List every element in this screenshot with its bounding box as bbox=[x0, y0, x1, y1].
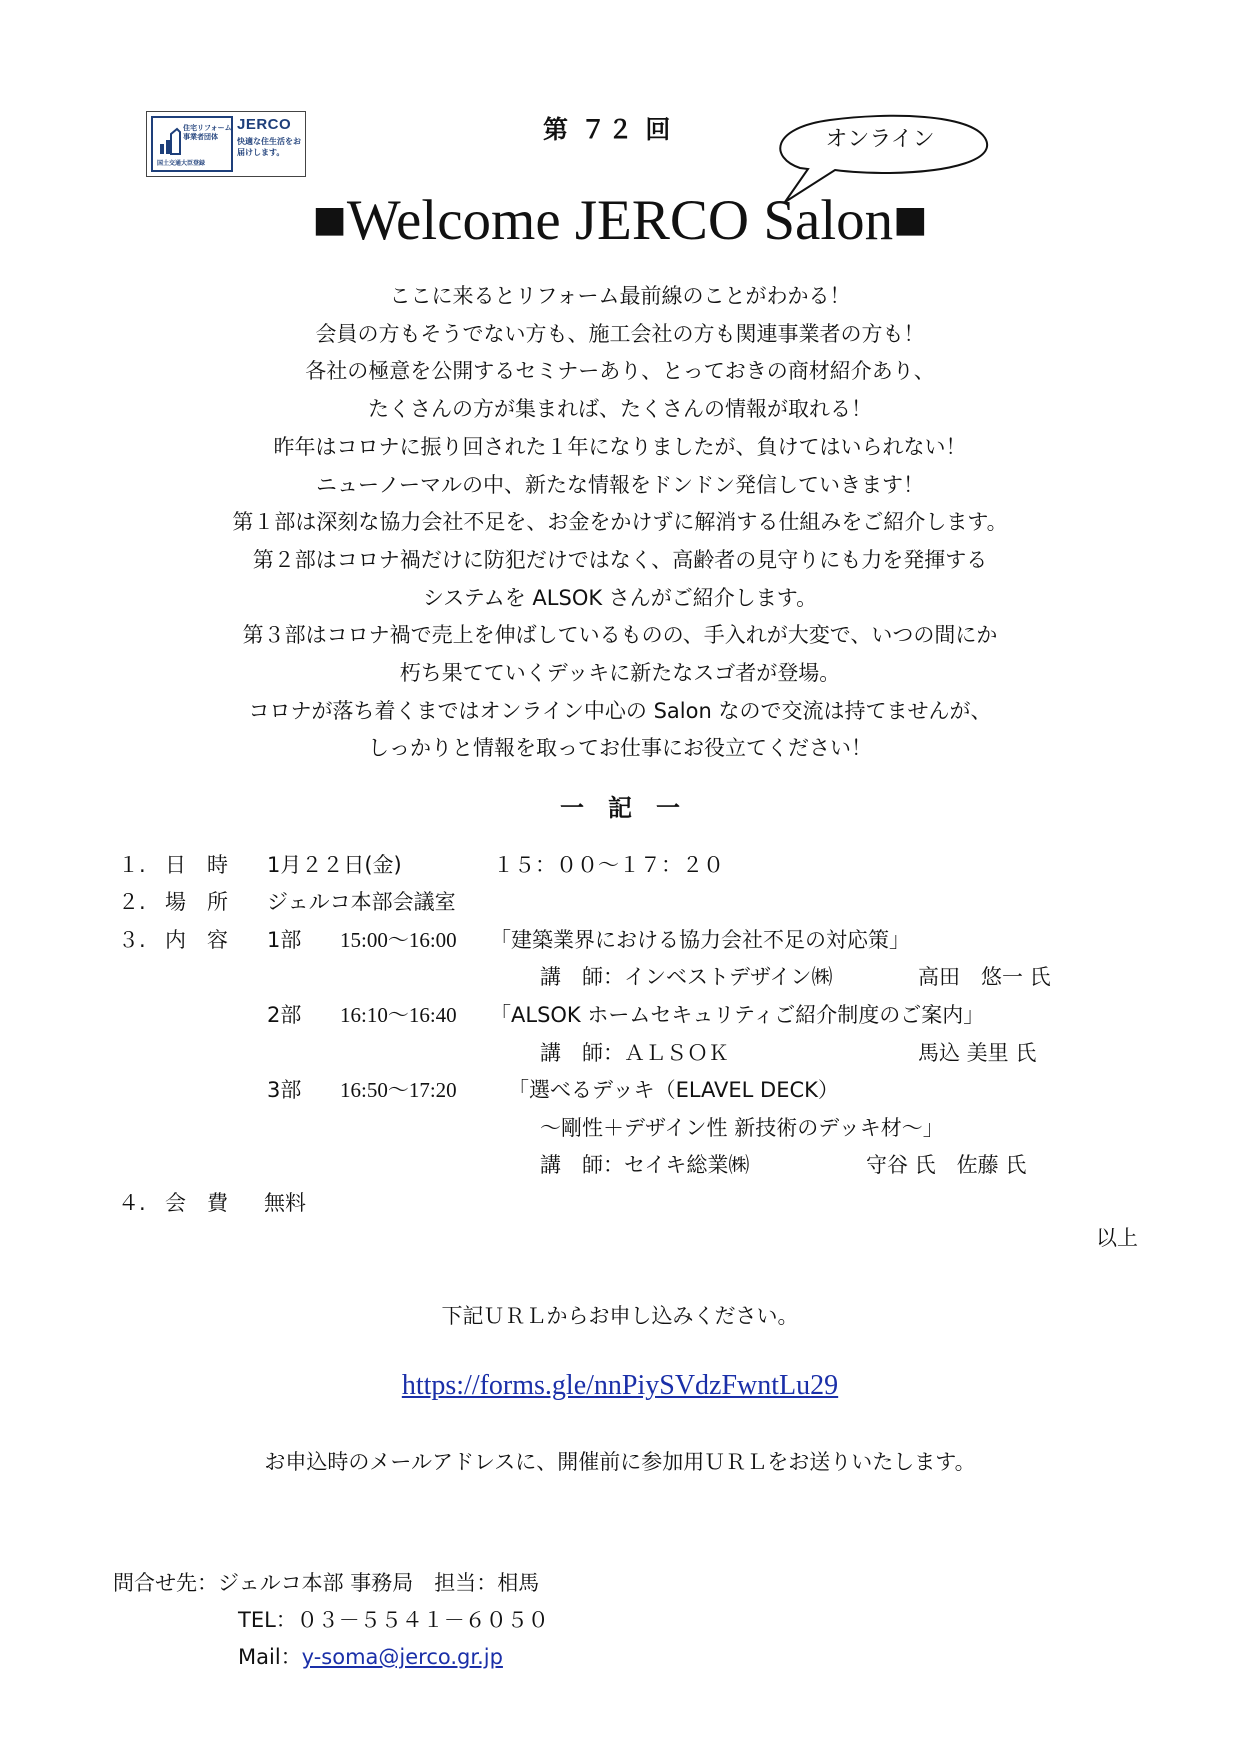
session-lecturer-name: 馬込 美里 氏 bbox=[918, 1041, 1037, 1065]
session-part: 3部 bbox=[267, 1078, 302, 1102]
item-label-content: 内 容 bbox=[165, 928, 228, 952]
session-lecturer-name: 高田 悠一 氏 bbox=[918, 965, 1051, 989]
logo-small-text: 住宅リフォーム事業者団体 bbox=[183, 124, 232, 141]
contact-mail-row bbox=[238, 1641, 503, 1671]
registration-notice: お申込時のメールアドレスに、開催前に参加用ＵＲＬをお送りいたします。 bbox=[264, 1450, 976, 1474]
intro-line: 朽ち果てていくデッキに新たなスゴ者が登場。 bbox=[399, 661, 841, 686]
contact-label: 問合せ先：ジェルコ本部 事務局 担当：相馬 bbox=[113, 1571, 540, 1595]
intro-line: ニューノーマルの中、新たな情報をドンドン発信していきます！ bbox=[316, 472, 924, 497]
session-time: 16:50～17:20 bbox=[340, 1078, 457, 1102]
session-lecturer-label: 講 師：セイキ総業㈱ bbox=[540, 1153, 750, 1177]
session-time: 15:00～16:00 bbox=[340, 928, 457, 952]
apply-instruction: 下記ＵＲＬからお申し込みください。 bbox=[441, 1304, 799, 1328]
session-title: 「ALSOK ホームセキュリティご紹介制度のご案内」 bbox=[490, 1003, 985, 1027]
event-place: ジェルコ本部会議室 bbox=[267, 890, 456, 914]
intro-text bbox=[0, 278, 1240, 768]
item-label-place: 場 所 bbox=[165, 890, 228, 914]
session-title: 「建築業界における協力会社不足の対応策」 bbox=[490, 928, 910, 952]
session-time: 16:10～16:40 bbox=[340, 1003, 457, 1027]
session-title: 「選べるデッキ（ELAVEL DECK） bbox=[508, 1078, 839, 1102]
session-part: 1部 bbox=[267, 928, 302, 952]
intro-line: 各社の極意を公開するセミナーあり、とっておきの商材紹介あり、 bbox=[305, 359, 935, 384]
event-date: 1月２２日(金) bbox=[267, 853, 402, 877]
intro-line: ここに来るとリフォーム最前線のことがわかる！ bbox=[389, 284, 851, 308]
logo-tagline: 快適な住生活をお届けします。 bbox=[237, 137, 301, 157]
item-label-fee: 会 費 bbox=[165, 1191, 228, 1215]
item-number: １. bbox=[118, 853, 146, 877]
intro-line: たくさんの方が集まれば、たくさんの情報が取れる！ bbox=[368, 397, 872, 422]
contact-mail-label: Mail： bbox=[238, 1645, 302, 1669]
intro-line: 第１部は深刻な協力会社不足を、お金をかけずに解消する仕組みをご紹介します。 bbox=[232, 510, 1008, 535]
session-lecturer-label: 講 師：インベストデザイン㈱ bbox=[540, 965, 833, 989]
intro-line: コロナが落ち着くまではオンライン中心の Salon なので交流は持てませんが、 bbox=[248, 698, 992, 723]
event-fee: 無料 bbox=[264, 1191, 306, 1215]
item-number: ４. bbox=[118, 1191, 146, 1215]
intro-line: 第２部はコロナ禍だけに防犯だけではなく、高齢者の見守りにも力を発揮する bbox=[252, 547, 988, 572]
session-lecturer-label: 講 師：ＡＬＳＯＫ bbox=[540, 1041, 729, 1065]
closing-mark: 以上 bbox=[1096, 1226, 1138, 1250]
intro-line: 会員の方もそうでない方も、施工会社の方も関連事業者の方も！ bbox=[315, 321, 925, 346]
page-title: ■Welcome JERCO Salon■ bbox=[312, 189, 928, 252]
house-icon bbox=[159, 126, 181, 156]
record-heading: 一 記 一 bbox=[560, 794, 680, 822]
intro-line: しっかりと情報を取ってお仕事にお役立てください！ bbox=[368, 736, 872, 761]
intro-line: 第３部はコロナ禍で売上を伸ばしているものの、手入れが大変で、いつの間にか bbox=[242, 623, 998, 648]
session-subtitle: ～剛性＋デザイン性 新技術のデッキ材～」 bbox=[540, 1116, 944, 1140]
intro-line: 昨年はコロナに振り回された１年になりましたが、負けてはいられない！ bbox=[273, 434, 967, 459]
session-part: 2部 bbox=[267, 1003, 302, 1027]
online-label: オンライン bbox=[825, 127, 935, 152]
logo-mark bbox=[151, 116, 233, 172]
registration-url bbox=[0, 1370, 1240, 1402]
event-time: １５：００～１７：２０ bbox=[493, 853, 724, 877]
session-lecturer-name: 守谷 氏 佐藤 氏 bbox=[866, 1153, 1027, 1177]
contact-mail-link[interactable]: y-soma@jerco.gr.jp bbox=[301, 1645, 503, 1669]
jerco-logo bbox=[146, 111, 306, 177]
logo-brand: JERCO bbox=[237, 116, 292, 133]
contact-tel: TEL：０３－５５４１－６０５０ bbox=[238, 1608, 549, 1632]
item-number: ３. bbox=[118, 928, 146, 952]
intro-line: システムを ALSOK さんがご紹介します。 bbox=[422, 585, 818, 610]
registration-link[interactable]: https://forms.gle/nnPiySVdzFwntLu29 bbox=[401, 1370, 839, 1401]
item-label-datetime: 日 時 bbox=[165, 853, 228, 877]
item-number: ２. bbox=[118, 890, 146, 914]
logo-registration: 国土交通大臣登録 bbox=[157, 160, 206, 167]
edition-number: 第 ７２ 回 bbox=[543, 115, 673, 144]
